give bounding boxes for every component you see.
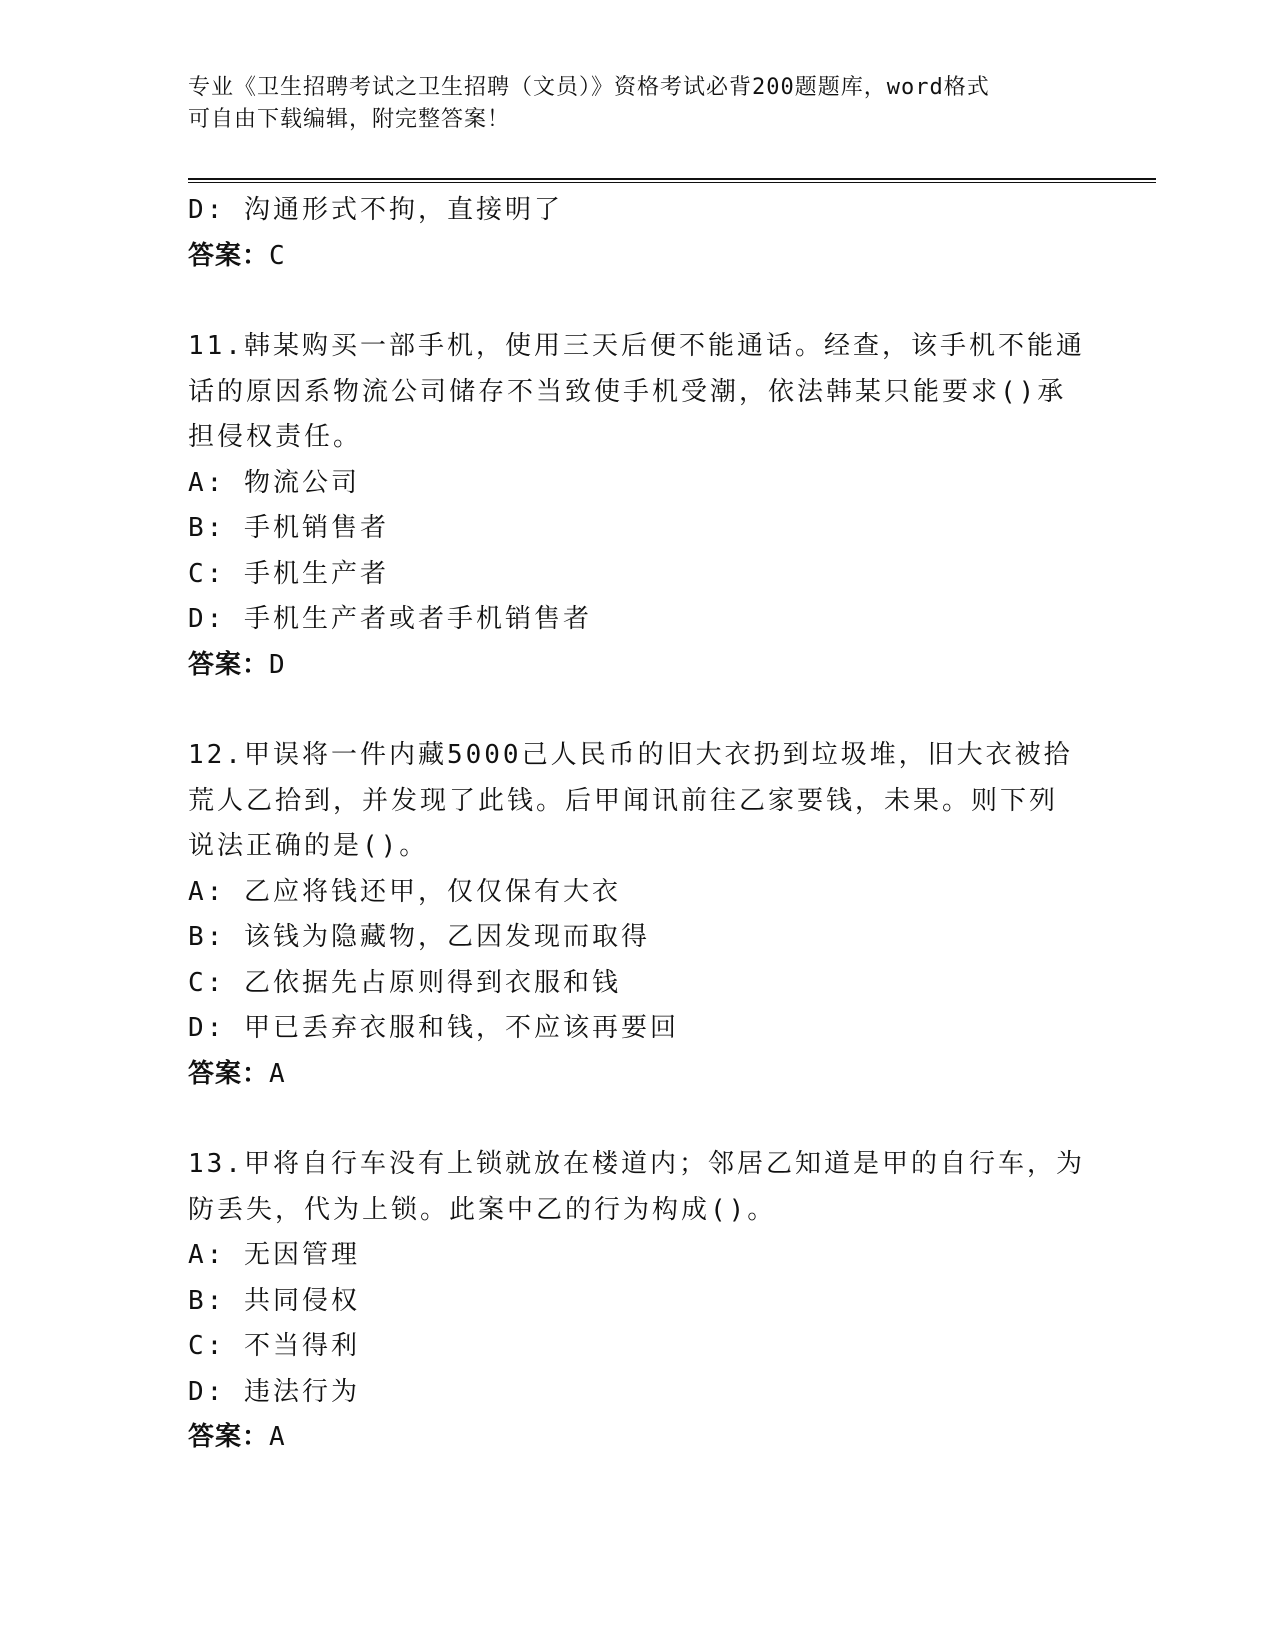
option-d: D: 沟通形式不拘，直接明了 — [188, 195, 563, 225]
answer-line — [188, 1052, 1088, 1098]
question-block — [188, 324, 1088, 688]
option-d: D: 违法行为 — [188, 1376, 360, 1407]
answer-value: A — [269, 1058, 286, 1089]
answer-label: 答案： — [188, 1058, 270, 1089]
header-line-1: 专业《卫生招聘考试之卫生招聘（文员）》资格考试必背200题题库，word格式 — [188, 75, 990, 100]
header-divider — [188, 178, 1156, 183]
question-stem-line: 说法正确的是()。 — [188, 831, 429, 861]
option-d: D: 甲已丢弃衣服和钱，不应该再要回 — [188, 1013, 679, 1043]
header-line-2: 可自由下载编辑，附完整答案！ — [188, 107, 511, 132]
question-stem-line: 话的原因系物流公司储存不当致使手机受潮，依法韩某只能要求()承 — [188, 376, 1067, 407]
option-a: A: 物流公司 — [188, 467, 360, 498]
answer-label: 答案： — [188, 649, 270, 680]
option-d: D: 手机生产者或者手机销售者 — [188, 604, 592, 634]
question-stem-line: 11.韩某购买一部手机，使用三天后便不能通话。经查，该手机不能通 — [188, 331, 1085, 361]
option-a: A: 无因管理 — [188, 1240, 360, 1270]
option-a: A: 乙应将钱还甲，仅仅保有大衣 — [188, 876, 621, 907]
document-header — [188, 72, 1088, 136]
answer-value: C — [269, 240, 286, 271]
answer-value: D — [269, 649, 286, 680]
option-c: C: 乙依据先占原则得到衣服和钱 — [188, 967, 621, 998]
answer-line — [188, 643, 1088, 689]
option-b: B: 该钱为隐藏物，乙因发现而取得 — [188, 922, 650, 952]
question-stem-line: 荒人乙拾到，并发现了此钱。后甲闻讯前往乙家要钱，未果。则下列 — [188, 785, 1059, 816]
question-stem-line: 担侵权责任。 — [188, 422, 363, 452]
answer-line — [188, 1415, 1088, 1461]
answer-label: 答案： — [188, 1422, 270, 1452]
option-c: C: 手机生产者 — [188, 558, 389, 589]
question-stem-line: 13.甲将自行车没有上锁就放在楼道内；邻居乙知道是甲的自行车，为 — [188, 1149, 1085, 1179]
document-body — [188, 188, 1088, 1461]
question-block — [188, 1142, 1088, 1461]
option-b: B: 共同侵权 — [188, 1285, 360, 1316]
answer-value: A — [269, 1422, 286, 1452]
question-stem-line: 防丢失，代为上锁。此案中乙的行为构成()。 — [188, 1194, 777, 1225]
option-c: C: 不当得利 — [188, 1331, 360, 1361]
question-stem-line: 12.甲误将一件内藏5000己人民币的旧大衣扔到垃圾堆，旧大衣被拾 — [188, 740, 1073, 770]
answer-line — [188, 234, 1088, 280]
question-block — [188, 733, 1088, 1097]
option-b: B: 手机销售者 — [188, 513, 389, 543]
answer-label: 答案： — [188, 240, 270, 271]
